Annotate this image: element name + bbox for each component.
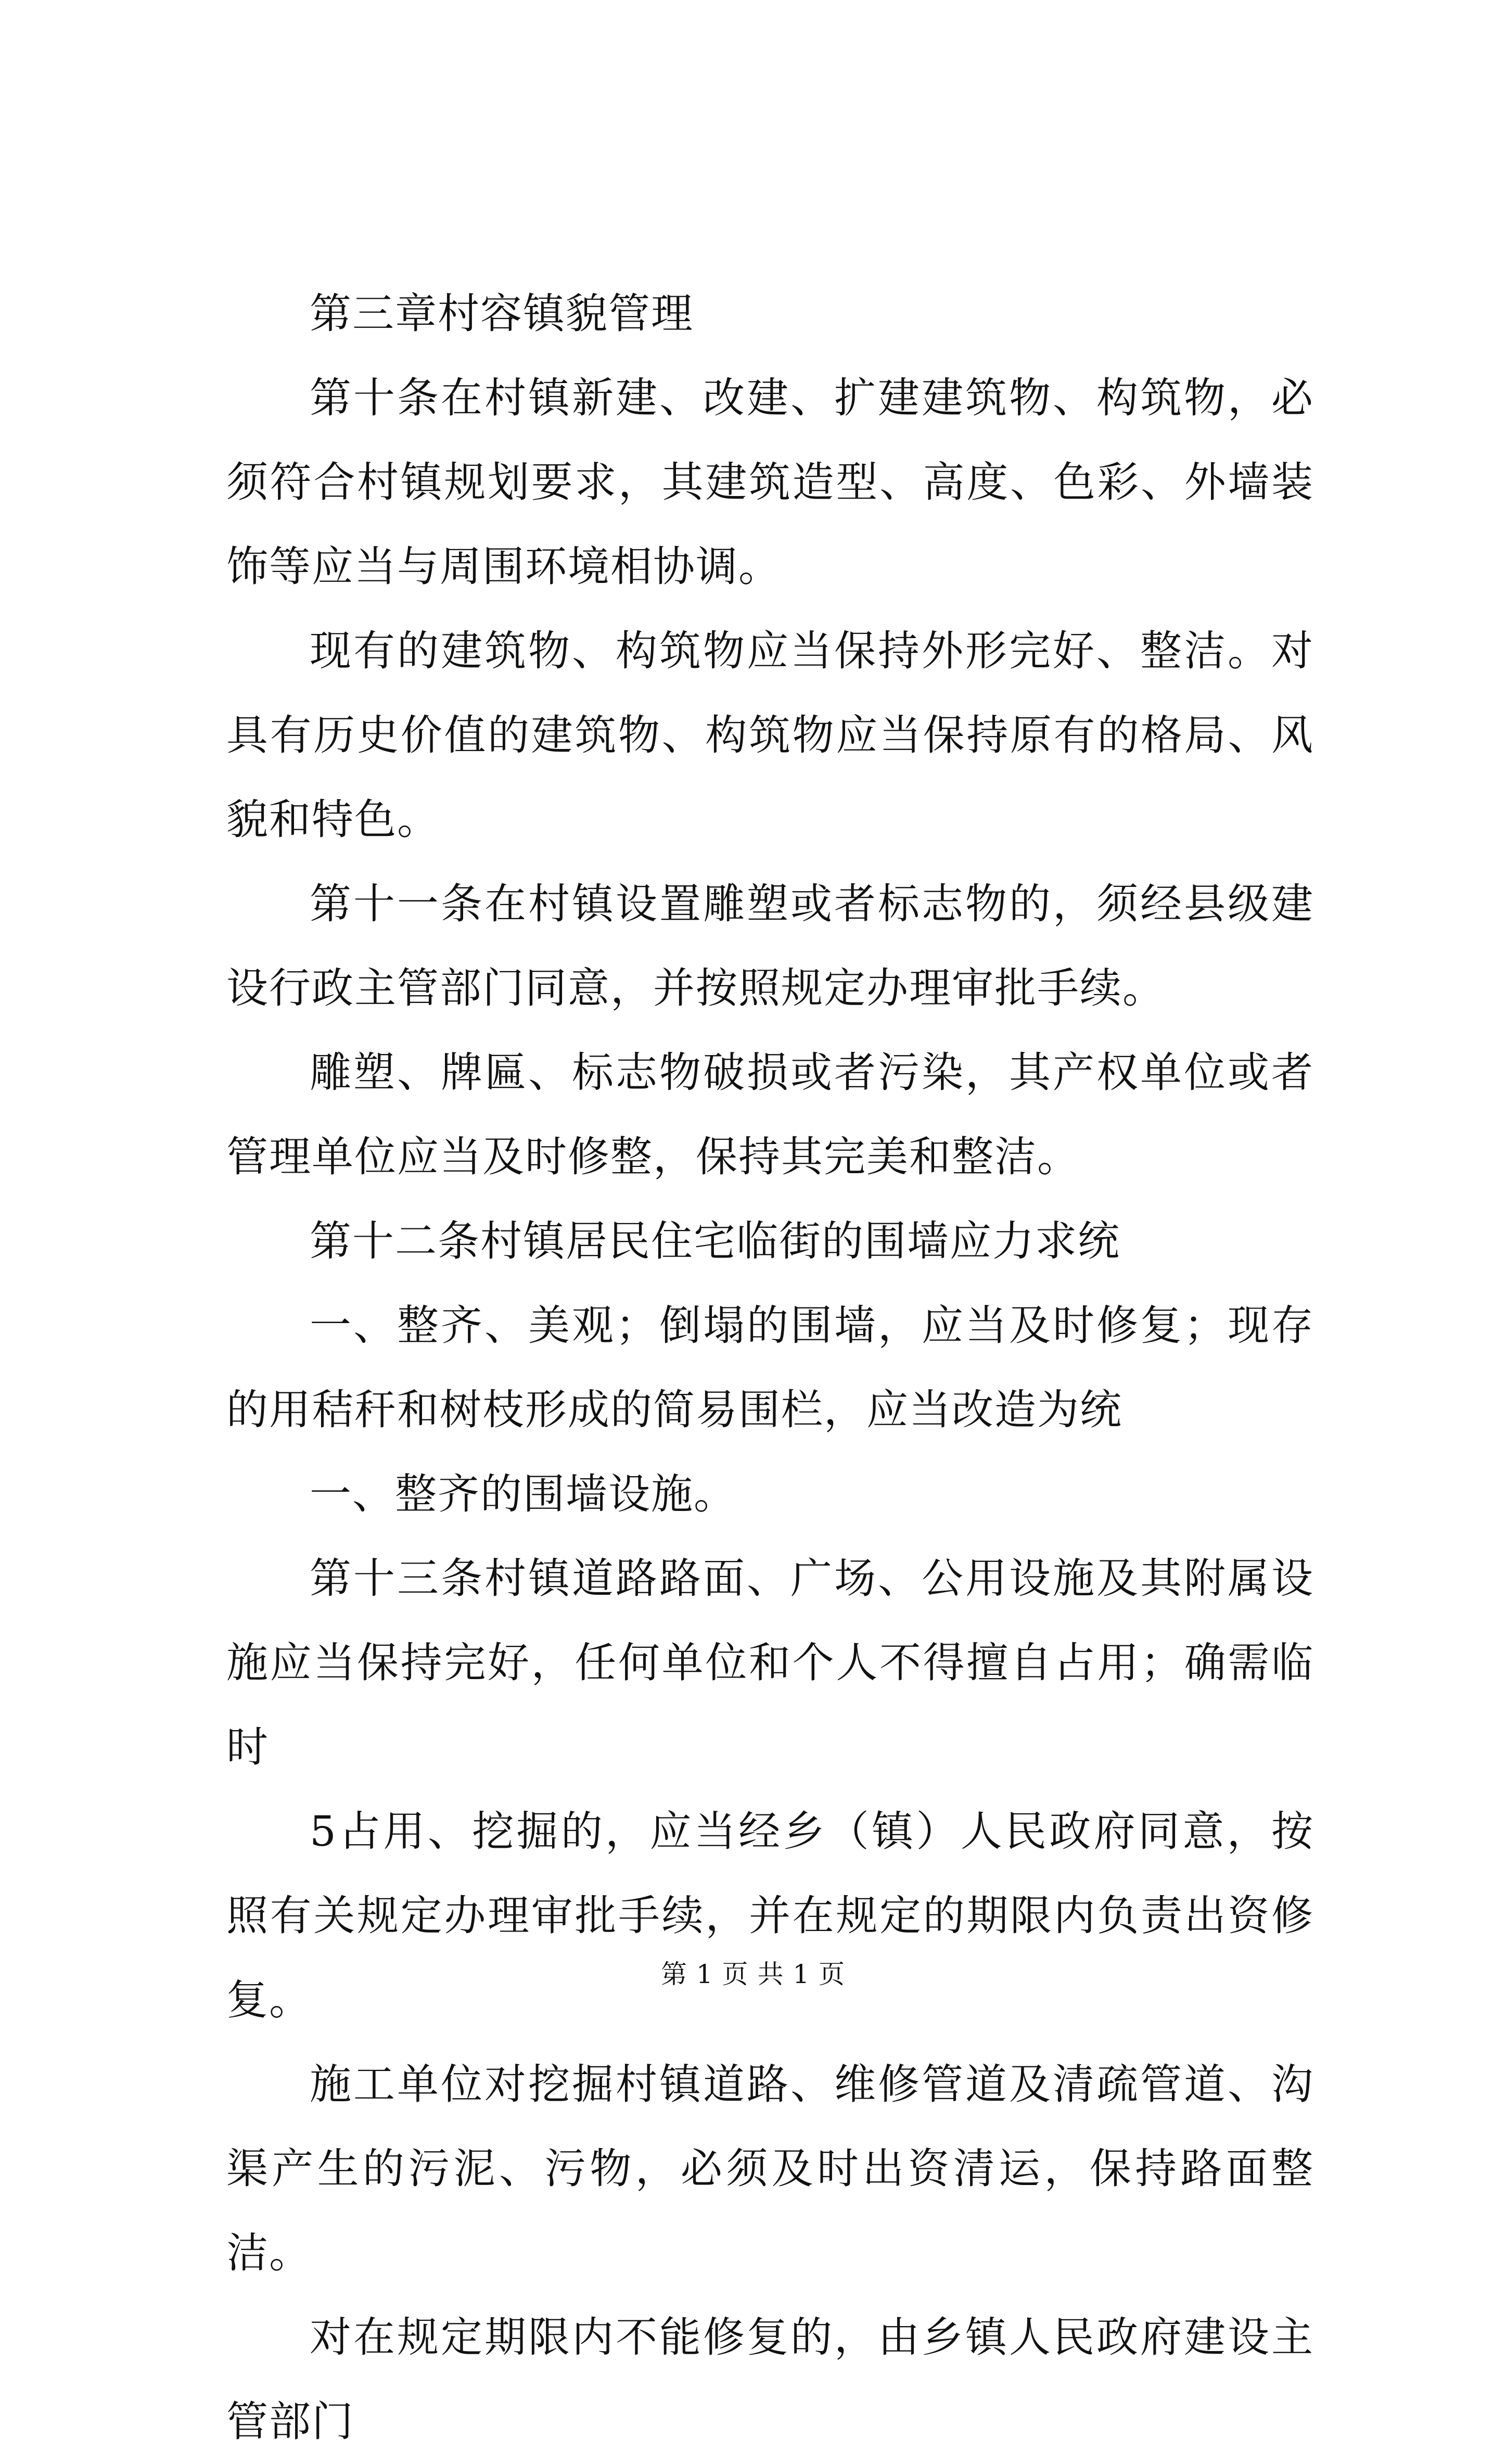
paragraph: 现有的建筑物、构筑物应当保持外形完好、整洁。对具有历史价值的建筑物、构筑物应当保持原有的格局、风貌和特色。	[226, 627, 1314, 844]
paragraph: 施工单位对挖掘村镇道路、维修管道及清疏管道、沟渠产生的污泥、污物，必须及时出资清运，保持路面整洁。	[226, 2060, 1314, 2277]
paragraph: 第十三条村镇道路路面、广场、公用设施及其附属设施应当保持完好，任何单位和个人不得擅自占用；确需临时	[226, 1554, 1314, 1771]
paragraph: 一、整齐、美观；倒塌的围墙，应当及时修复；现存的用秸秆和树枝形成的简易围栏，应当改造为统	[226, 1301, 1314, 1434]
chapter-heading: 第三章村容镇貌管理	[310, 289, 694, 338]
paragraph: 一、整齐的围墙设施。	[310, 1470, 736, 1518]
paragraph: 第十条在村镇新建、改建、扩建建筑物、构筑物，必须符合村镇规划要求，其建筑造型、高度、色彩、外墙装饰等应当与周围环境相协调。	[226, 374, 1314, 591]
paragraph: 5占用、挖掘的，应当经乡（镇）人民政府同意，按照有关规定办理审批手续，并在规定的期限内负责出资修复。	[226, 1807, 1314, 2024]
paragraph: 第十一条在村镇设置雕塑或者标志物的，须经县级建设行政主管部门同意，并按照规定办理审批手续。	[226, 880, 1314, 1012]
page-footer: 第 1 页 共 1 页	[660, 1959, 846, 1989]
paragraph: 第十二条村镇居民住宅临街的围墙应力求统	[310, 1217, 1120, 1265]
paragraph: 雕塑、牌匾、标志物破损或者污染，其产权单位或者管理单位应当及时修整，保持其完美和整洁。	[226, 1048, 1314, 1181]
document-body	[226, 272, 1314, 2464]
paragraph: 对在规定期限内不能修复的，由乡镇人民政府建设主管部门	[226, 2313, 1314, 2446]
